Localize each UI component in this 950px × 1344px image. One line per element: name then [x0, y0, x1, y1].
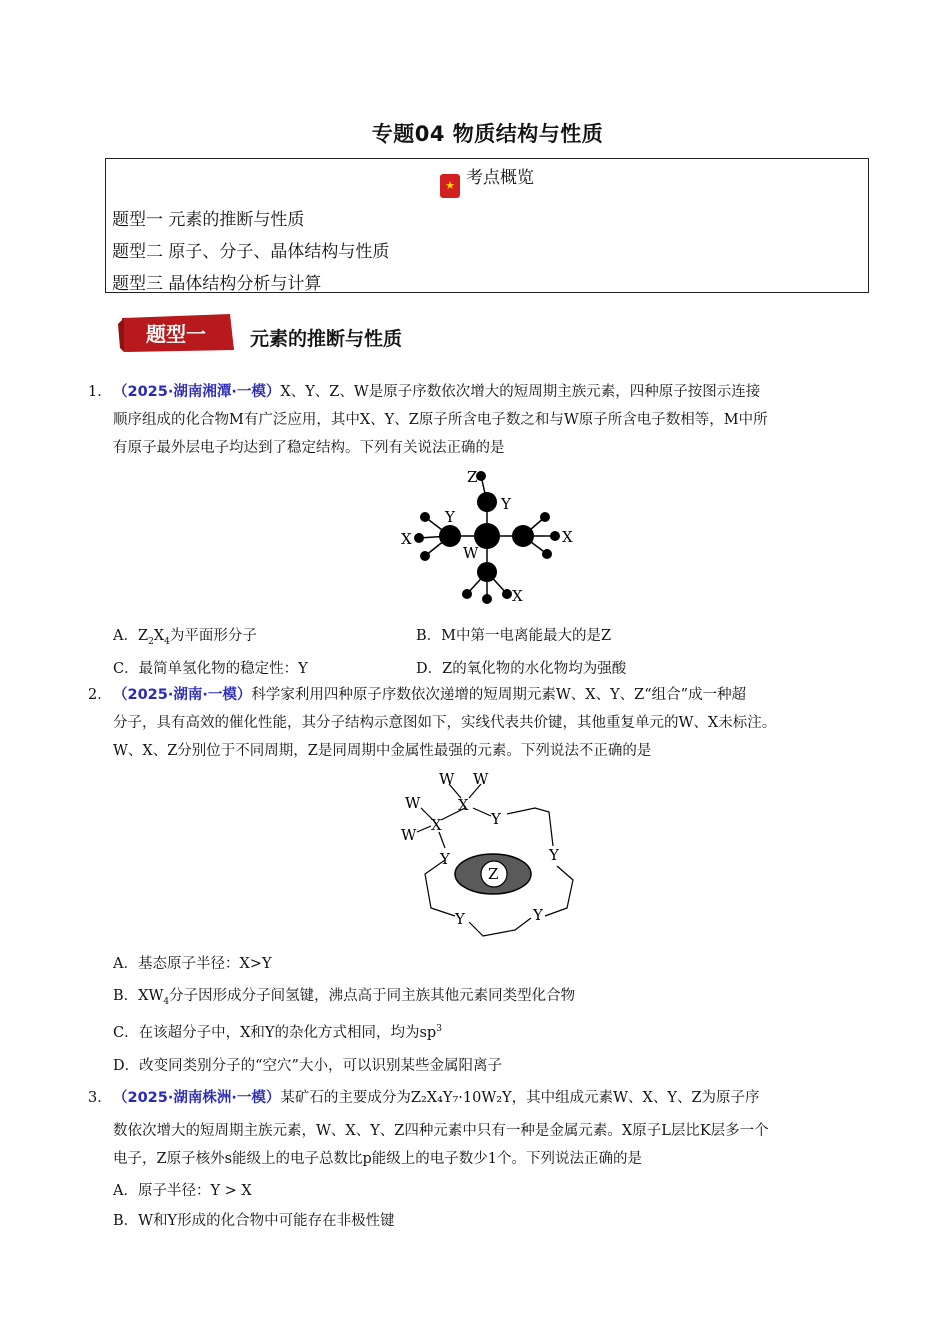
q1-option-a-z-sub: 2: [148, 636, 154, 647]
q2-label-x-1: X: [458, 796, 469, 814]
q1-label-x-bottom: X: [512, 587, 523, 605]
overview-heading: [106, 163, 868, 198]
q2-label-w-3: W: [405, 794, 421, 812]
q1-molecule-diagram: [395, 462, 585, 608]
q3-source: （2025·湖南株洲·一模）: [113, 1090, 281, 1106]
q2-label-w-2: W: [473, 770, 489, 788]
section-badge: 题型一: [146, 322, 206, 346]
overview-item-1[interactable]: 题型一 元素的推断与性质: [112, 210, 305, 230]
q1-label-x-left: X: [401, 530, 412, 548]
q1-line1: [113, 378, 760, 406]
q2-number: 2．: [88, 687, 112, 703]
book-icon: ★: [440, 174, 460, 198]
q2-option-a[interactable]: A．基态原子半径：X>Y: [113, 956, 272, 972]
q3-line3: 电子，Z原子核外s能级上的电子总数比p能级上的电子数少1个。下列说法正确的是: [113, 1151, 643, 1167]
q2-line1: [113, 681, 746, 709]
q3-number: 3．: [88, 1090, 112, 1106]
q2-option-c-text: C．在该超分子中，X和Y的杂化方式相同，均为sp: [113, 1025, 437, 1041]
q1-label-y-top: Y: [501, 495, 511, 513]
q2-option-c[interactable]: [113, 1021, 442, 1042]
q2-option-b-text: 分子因形成分子间氢键，沸点高于同主族其他元素同类型化合物: [169, 988, 576, 1004]
overview-box: [105, 158, 869, 293]
q1-source: （2025·湖南湘潭·一模）: [113, 384, 281, 400]
q2-label-y-4: Y: [533, 906, 543, 924]
q2-label-y-1: Y: [491, 810, 501, 828]
q2-label-y-2: Y: [440, 850, 450, 868]
q1-label-x-right: X: [562, 528, 573, 546]
overview-heading-text: 考点概览: [466, 168, 534, 188]
q3-option-a[interactable]: [113, 1179, 252, 1200]
q1-label-y-left: Y: [445, 508, 455, 526]
q1-option-a-text: 为平面形分子: [169, 628, 257, 644]
q1-option-a-x-sub: 4: [164, 636, 170, 647]
q2-text-1: 科学家利用四种原子序数依次递增的短周期元素W、X、Y、Z“组合”成一种超: [251, 687, 747, 703]
q2-source: （2025·湖南·一模）: [113, 687, 252, 703]
q1-text-1: X、Y、Z、W是原子序数依次增大的短周期主族元素，四种原子按图示连接: [280, 384, 761, 400]
q3-line1: [113, 1084, 760, 1112]
q3-text-1: 某矿石的主要成分为: [280, 1090, 411, 1106]
overview-item-2[interactable]: 题型二 原子、分子、晶体结构与性质: [112, 242, 390, 262]
q3-option-a-text: A．原子半径：: [113, 1183, 211, 1199]
q1-option-a[interactable]: [113, 624, 257, 647]
q1-label-z: Z: [467, 468, 478, 486]
q3-option-a-formula: Y > X: [210, 1183, 252, 1199]
q2-option-b-letter: B．: [113, 988, 139, 1004]
q3-text-2: ，其中组成元素W、X、Y、Z为原子序: [511, 1090, 760, 1106]
q2-label-w-4: W: [401, 826, 417, 844]
q3-line2: 数依次增大的短周期主族元素，W、X、Y、Z四种元素中只有一种是金属元素。X原子L层比K层多一个: [113, 1123, 769, 1139]
q2-option-c-sup: 3: [436, 1024, 442, 1035]
q1-option-c[interactable]: C．最简单氢化物的稳定性：Y: [113, 661, 308, 677]
q1-number: 1．: [88, 384, 112, 400]
overview-item-3[interactable]: 题型三 晶体结构分析与计算: [112, 274, 322, 294]
q2-option-b[interactable]: [113, 984, 575, 1007]
q3-option-b[interactable]: B．W和Y形成的化合物中可能存在非极性键: [113, 1213, 395, 1229]
q2-supramolecule-diagram: [395, 768, 585, 944]
q2-label-x-2: X: [431, 816, 442, 834]
q2-line2: 分子，具有高效的催化性能，其分子结构示意图如下，实线代表共价键，其他重复单元的W、X未标注。: [113, 715, 777, 731]
q1-label-w: W: [463, 544, 479, 562]
q1-line2: 顺序组成的化合物M有广泛应用，其中X、Y、Z原子所含电子数之和与W原子所含电子数相等，M中所: [113, 412, 768, 428]
q1-option-a-z: Z: [137, 628, 149, 644]
q1-option-a-letter: A．: [113, 628, 138, 644]
q2-option-b-sub: 4: [163, 996, 170, 1007]
q1-line3: 有原子最外层电子均达到了稳定结构。下列有关说法正确的是: [113, 440, 505, 456]
section-banner: [118, 312, 236, 354]
q1-option-b[interactable]: B．M中第一电离能最大的是Z: [416, 628, 612, 644]
q2-label-y-5: Y: [455, 910, 465, 928]
q2-option-d[interactable]: D．改变同类别分子的“空穴”大小，可以识别某些金属阳离子: [113, 1058, 502, 1074]
q2-option-b-formula: XW: [138, 988, 164, 1004]
q2-label-z: Z: [488, 865, 499, 883]
section-label: 元素的推断与性质: [250, 328, 403, 350]
q1-option-d[interactable]: D．Z的氧化物的水化物均为强酸: [416, 661, 627, 677]
page-title: 专题04 物质结构与性质: [371, 122, 604, 146]
q1-option-a-x: X: [153, 628, 165, 644]
q2-label-y-3: Y: [549, 846, 559, 864]
q3-formula: Z₂X₄Y₇·10W₂Y: [410, 1090, 512, 1106]
q2-line3: W、X、Z分别位于不同周期，Z是同周期中金属性最强的元素。下列说法不正确的是: [113, 743, 652, 759]
q2-label-w-1: W: [439, 770, 455, 788]
